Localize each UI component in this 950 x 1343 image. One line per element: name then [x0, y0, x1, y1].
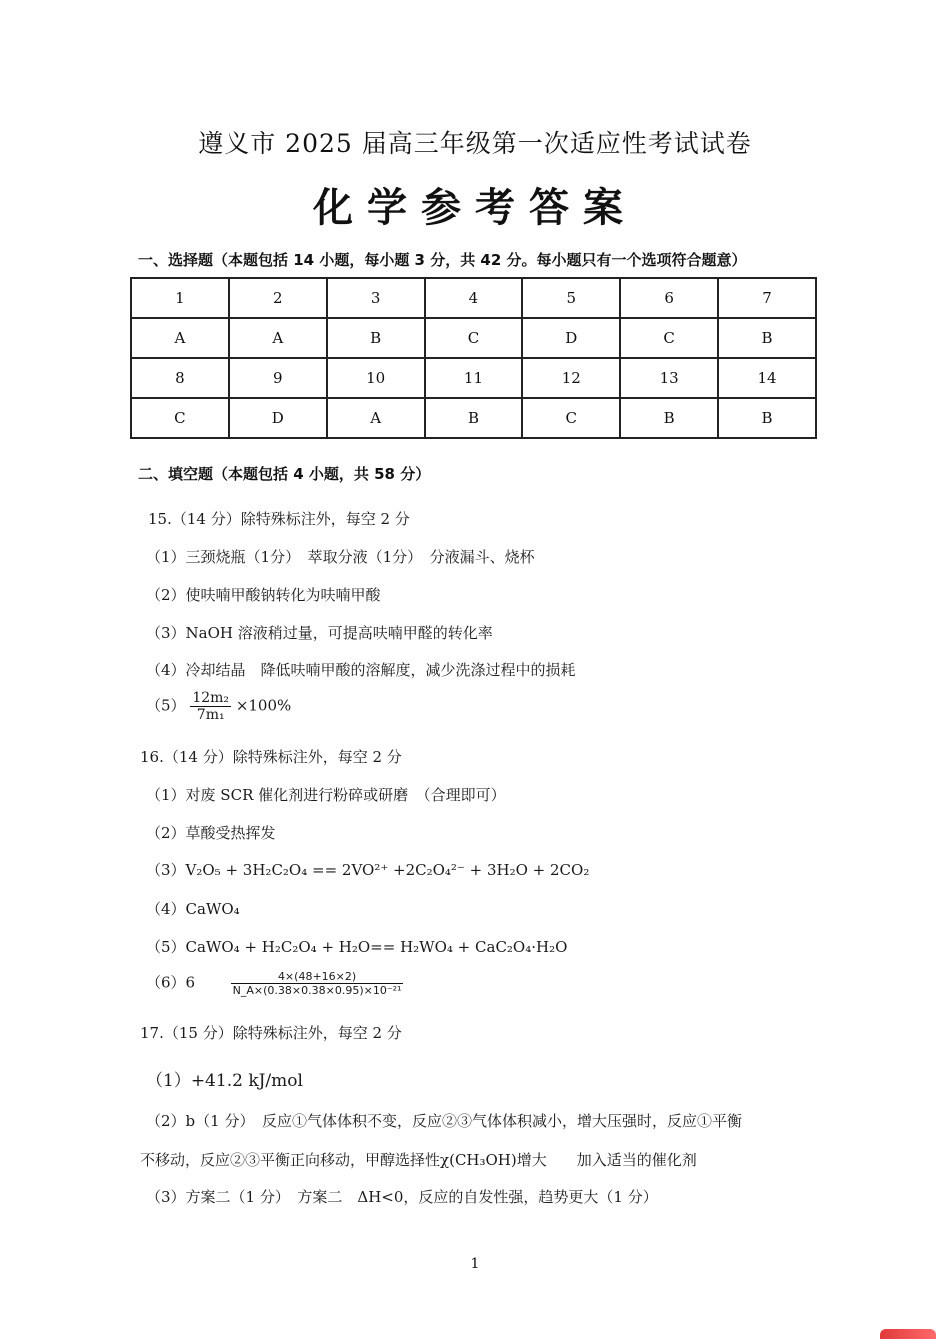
answer-cell: B — [718, 398, 816, 438]
q16-answer-6-fraction — [231, 970, 404, 997]
q16-answer-1: （1）对废 SCR 催化剂进行粉碎或研磨 （合理即可） — [146, 786, 506, 804]
answer-cell: C — [131, 398, 229, 438]
question-number-cell: 3 — [327, 278, 425, 318]
exam-title: 遵义市 2025 届高三年级第一次适应性考试试卷 — [198, 129, 752, 158]
q17-answer-3: （3）方案二（1 分） 方案二 ΔH<0，反应的自发性强，趋势更大（1 分） — [146, 1188, 658, 1206]
multiple-choice-answer-table — [130, 277, 817, 439]
q15-header: 15.（14 分）除特殊标注外，每空 2 分 — [148, 510, 410, 528]
q15-answer-5-tail: ×100% — [235, 696, 292, 715]
question-number-cell: 14 — [718, 358, 816, 398]
q16-answer-3: （3）V₂O₅ + 3H₂C₂O₄ == 2VO²⁺ +2C₂O₄²⁻ + 3H₂O + 2CO₂ — [146, 861, 590, 879]
fraction-numerator: 4×(48+16×2) — [231, 970, 404, 984]
q15-answer-5 — [146, 690, 291, 723]
answer-cell: A — [131, 318, 229, 358]
answer-cell: B — [425, 398, 523, 438]
q16-answer-6-label: （6）6 — [146, 973, 196, 992]
answer-cell: D — [229, 398, 327, 438]
question-number-cell: 13 — [620, 358, 718, 398]
question-number-row — [131, 358, 816, 398]
q15-answer-2: （2）使呋喃甲酸钠转化为呋喃甲酸 — [146, 586, 381, 604]
question-number-cell: 5 — [522, 278, 620, 318]
question-number-row — [131, 278, 816, 318]
q15-answer-5-fraction — [190, 690, 231, 723]
answer-cell: B — [327, 318, 425, 358]
question-number-cell: 8 — [131, 358, 229, 398]
answer-cell: C — [522, 398, 620, 438]
question-number-cell: 1 — [131, 278, 229, 318]
q17-answer-2-line1: （2）b（1 分） 反应①气体体积不变，反应②③气体体积减小，增大压强时，反应①平衡 — [146, 1112, 742, 1130]
q16-answer-2: （2）草酸受热挥发 — [146, 824, 276, 842]
question-number-cell: 9 — [229, 358, 327, 398]
q15-answer-4: （4）冷却结晶 降低呋喃甲酸的溶解度，减少洗涤过程中的损耗 — [146, 661, 576, 679]
fraction-denominator: 7m₁ — [196, 707, 225, 723]
question-number-cell: 10 — [327, 358, 425, 398]
question-number-cell: 2 — [229, 278, 327, 318]
q16-answer-4: （4）CaWO₄ — [146, 900, 240, 918]
fraction-numerator: 12m₂ — [192, 690, 230, 706]
q16-answer-5: （5）CaWO₄ + H₂C₂O₄ + H₂O== H₂WO₄ + CaC₂O₄·H₂O — [146, 938, 568, 956]
question-number-cell: 12 — [522, 358, 620, 398]
answer-key-title: 化学参考答案 — [313, 185, 637, 231]
q17-answer-2-line2: 不移动，反应②③平衡正向移动，甲醇选择性χ(CH₃OH)增大 加入适当的催化剂 — [140, 1151, 697, 1169]
question-number-cell: 4 — [425, 278, 523, 318]
q15-answer-3: （3）NaOH 溶液稍过量，可提高呋喃甲醛的转化率 — [146, 624, 493, 642]
q17-header: 17.（15 分）除特殊标注外，每空 2 分 — [140, 1024, 402, 1042]
question-number-cell: 11 — [425, 358, 523, 398]
page-number: 1 — [470, 1256, 480, 1272]
q15-answer-1: （1）三颈烧瓶（1分） 萃取分液（1分） 分液漏斗、烧杯 — [146, 548, 535, 566]
answer-cell: B — [718, 318, 816, 358]
corner-decoration — [880, 1329, 936, 1339]
answer-cell: A — [327, 398, 425, 438]
answer-cell: C — [425, 318, 523, 358]
q16-answer-6 — [146, 970, 403, 997]
answer-cell: A — [229, 318, 327, 358]
question-number-cell: 7 — [718, 278, 816, 318]
q15-answer-5-label: （5） — [146, 696, 186, 715]
answer-cell: B — [620, 398, 718, 438]
q16-header: 16.（14 分）除特殊标注外，每空 2 分 — [140, 748, 402, 766]
answer-row — [131, 318, 816, 358]
q17-answer-1: （1）+41.2 kJ/mol — [146, 1071, 303, 1091]
answer-cell: D — [522, 318, 620, 358]
answer-row — [131, 398, 816, 438]
fraction-denominator: N_A×(0.38×0.38×0.95)×10⁻²¹ — [232, 984, 402, 997]
answer-cell: C — [620, 318, 718, 358]
question-number-cell: 6 — [620, 278, 718, 318]
section1-heading: 一、选择题（本题包括 14 小题，每小题 3 分，共 42 分。每小题只有一个选项符合题意） — [138, 251, 747, 269]
section2-heading: 二、填空题（本题包括 4 小题，共 58 分） — [138, 465, 431, 483]
